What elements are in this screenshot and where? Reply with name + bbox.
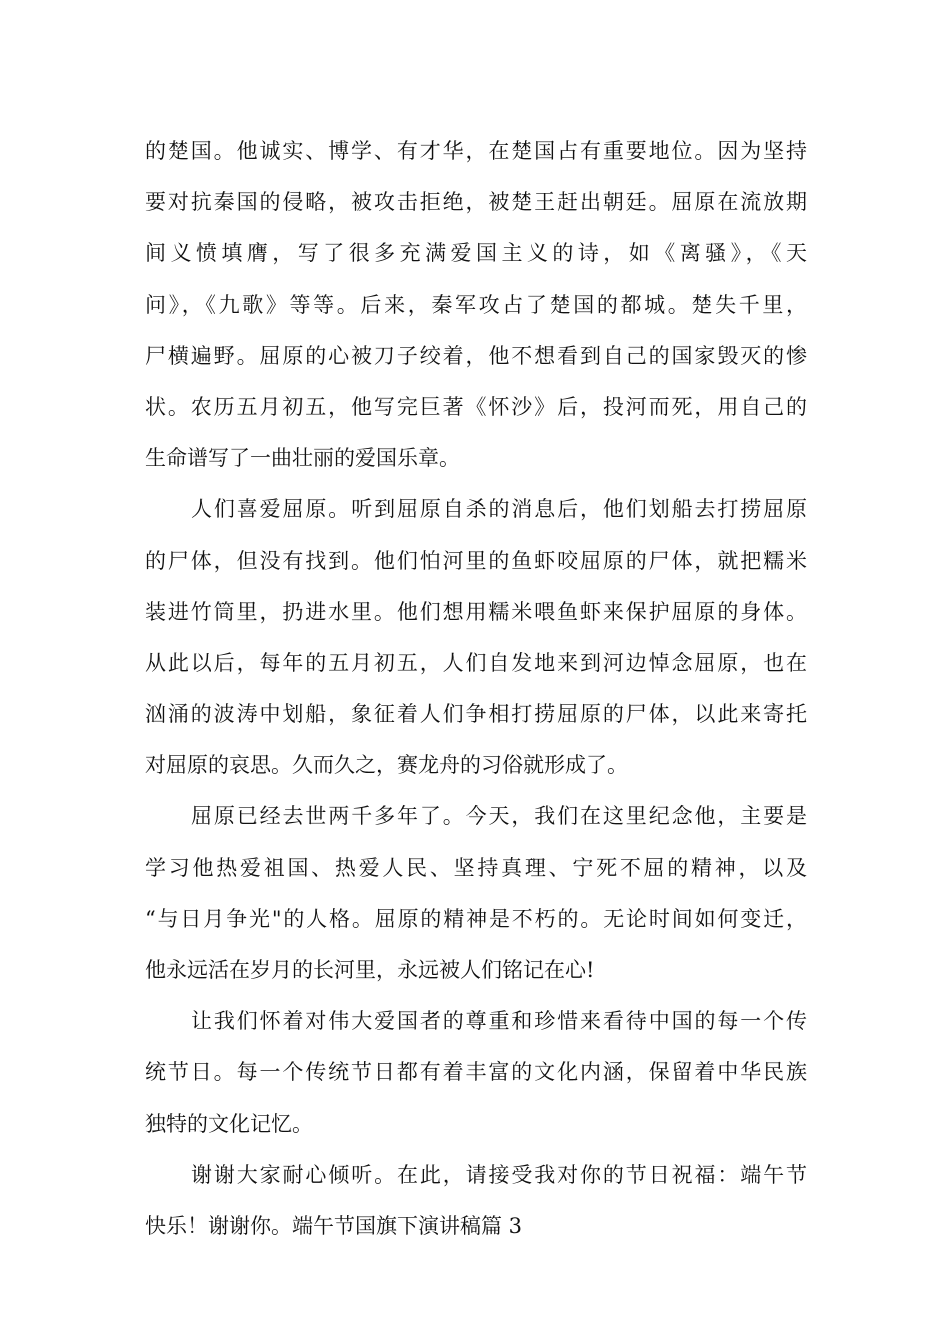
text-line: 要对抗秦国的侵略，被攻击拒绝，被楚王赶出朝廷。屈原在流放期: [145, 190, 807, 215]
text-line: 让我们怀着对伟大爱国者的尊重和珍惜来看待中国的每一个传: [191, 1009, 807, 1034]
paragraph: [145, 126, 807, 484]
text-line: 的尸体，但没有找到。他们怕河里的鱼虾咬屈原的尸体，就把糯米: [145, 548, 807, 573]
text-line: 装进竹筒里，扔进水里。他们想用糯米喂鱼虾来保护屈原的身体。: [145, 599, 807, 624]
text-line: 状。农历五月初五，他写完巨著《怀沙》后，投河而死，用自己的: [145, 394, 807, 419]
text-line: 谢谢大家耐心倾听。在此，请接受我对你的节日祝福：端午节: [191, 1162, 807, 1187]
text-line: 生命谱写了一曲壮丽的爱国乐章。: [145, 446, 460, 471]
paragraph: [145, 791, 807, 996]
text-line: 人们喜爱屈原。听到屈原自杀的消息后，他们划船去打捞屈原: [191, 497, 807, 522]
text-line: 屈原已经去世两千多年了。今天，我们在这里纪念他，主要是: [191, 804, 807, 829]
paragraph: [145, 996, 807, 1150]
document-body: [145, 126, 807, 1252]
text-line: 间义愤填膺，写了很多充满爱国主义的诗，如《离骚》，《天: [145, 241, 807, 266]
text-line: “与日月争光"的人格。屈原的精神是不朽的。无论时间如何变迁，: [145, 906, 807, 931]
text-line: 问》，《九歌》等等。后来，秦军攻占了楚国的都城。楚失千里，: [145, 292, 807, 317]
text-line: 学习他热爱祖国、热爱人民、坚持真理、宁死不屈的精神，以及: [145, 855, 807, 880]
paragraph: [145, 484, 807, 791]
text-line: 他永远活在岁月的长河里，永远被人们铭记在心!: [145, 958, 595, 982]
text-line: 快乐！谢谢你。端午节国旗下演讲稿篇 3: [145, 1213, 523, 1238]
text-line: 独特的文化记忆。: [145, 1111, 313, 1136]
text-line: 统节日。每一个传统节日都有着丰富的文化内涵，保留着中华民族: [145, 1060, 807, 1085]
text-line: 汹涌的波涛中划船，象征着人们争相打捞屈原的尸体，以此来寄托: [145, 702, 807, 727]
text-line: 从此以后，每年的五月初五，人们自发地来到河边悼念屈原，也在: [145, 650, 807, 675]
text-line: 对屈原的哀思。久而久之，赛龙舟的习俗就形成了。: [145, 753, 628, 778]
text-line: 尸横遍野。屈原的心被刀子绞着，他不想看到自己的国家毁灭的惨: [145, 343, 807, 368]
text-line: 的楚国。他诚实、博学、有才华，在楚国占有重要地位。因为坚持: [145, 139, 807, 163]
paragraph: [145, 1150, 807, 1252]
